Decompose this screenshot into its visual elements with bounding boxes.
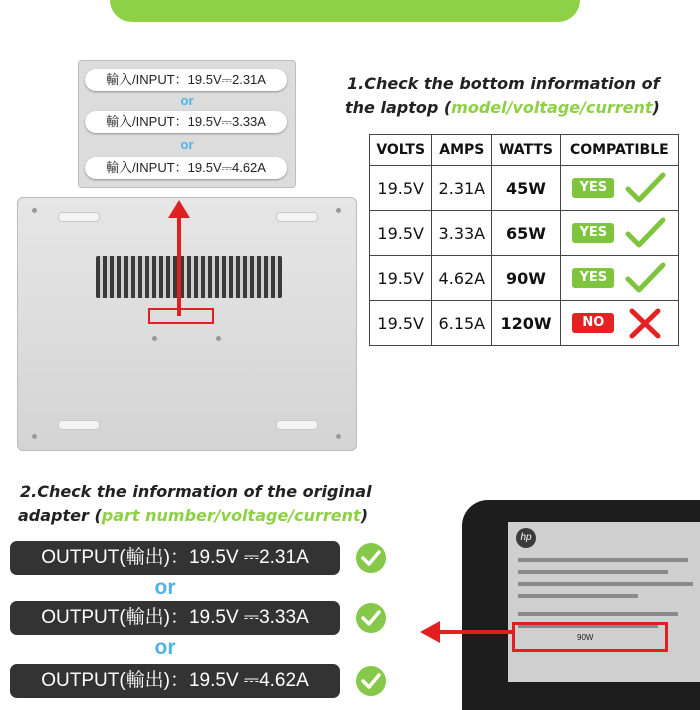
or-text: or bbox=[180, 93, 194, 108]
step2-heading: 2.Check the information of the original adapter (part number/voltage/current) bbox=[18, 482, 372, 525]
cell-watts: 65W bbox=[492, 211, 560, 256]
laptop-screw bbox=[336, 208, 341, 213]
table-row bbox=[370, 256, 679, 301]
laptop-screw bbox=[32, 434, 37, 439]
input-label-box bbox=[78, 60, 296, 188]
laptop-screw bbox=[152, 336, 157, 341]
compatibility-table bbox=[369, 134, 679, 346]
laptop-foot bbox=[276, 420, 318, 430]
hp-logo: hp bbox=[516, 528, 536, 548]
check-icon bbox=[624, 171, 666, 205]
input-label-line: 輸入/INPUT：19.5V⎓4.62A bbox=[85, 157, 287, 179]
check-circle-icon bbox=[354, 541, 388, 575]
laptop-screw bbox=[216, 336, 221, 341]
output-spec-pill: OUTPUT(輸出)：19.5V ⎓4.62A bbox=[10, 664, 340, 698]
cell-volts: 19.5V bbox=[370, 256, 432, 301]
laptop-vent bbox=[96, 256, 282, 298]
cell-amps: 4.62A bbox=[432, 256, 492, 301]
cell-volts: 19.5V bbox=[370, 166, 432, 211]
check-icon bbox=[624, 261, 666, 295]
label-print-line bbox=[518, 582, 693, 586]
output-spec-pill: OUTPUT(輸出)：19.5V ⎓3.33A bbox=[10, 601, 340, 635]
cell-compatible bbox=[560, 166, 678, 211]
cell-compatible bbox=[560, 211, 678, 256]
yes-badge: YES bbox=[572, 268, 614, 288]
no-badge: NO bbox=[572, 313, 614, 333]
wattage-text: 90W bbox=[577, 633, 594, 642]
output-spec-pill: OUTPUT(輸出)：19.5V ⎓2.31A bbox=[10, 541, 340, 575]
header-watts: WATTS bbox=[492, 135, 560, 166]
adapter-label-highlight bbox=[512, 622, 668, 652]
cell-watts: 90W bbox=[492, 256, 560, 301]
or-text: or bbox=[154, 636, 176, 659]
adapter-label bbox=[508, 522, 700, 682]
label-print-line bbox=[518, 594, 638, 598]
cell-watts: 120W bbox=[492, 301, 560, 346]
table-row bbox=[370, 166, 679, 211]
top-banner-bar bbox=[110, 0, 580, 22]
adapter-image bbox=[462, 500, 700, 710]
header-compatible: COMPATIBLE bbox=[560, 135, 678, 166]
cell-amps: 2.31A bbox=[432, 166, 492, 211]
arrow-left-head-icon bbox=[420, 621, 440, 643]
cross-icon bbox=[624, 306, 666, 340]
laptop-screw bbox=[32, 208, 37, 213]
table-row bbox=[370, 301, 679, 346]
input-label-line: 輸入/INPUT：19.5V⎓2.31A bbox=[85, 69, 287, 91]
cell-volts: 19.5V bbox=[370, 301, 432, 346]
cell-amps: 3.33A bbox=[432, 211, 492, 256]
header-volts: VOLTS bbox=[370, 135, 432, 166]
or-text: or bbox=[180, 137, 194, 152]
laptop-label-highlight bbox=[148, 308, 214, 324]
input-label-line: 輸入/INPUT：19.5V⎓3.33A bbox=[85, 111, 287, 133]
yes-badge: YES bbox=[572, 223, 614, 243]
table-header-row bbox=[370, 135, 679, 166]
laptop-foot bbox=[276, 212, 318, 222]
or-text: or bbox=[154, 576, 176, 599]
label-print-line bbox=[518, 612, 678, 616]
cell-volts: 19.5V bbox=[370, 211, 432, 256]
laptop-screw bbox=[336, 434, 341, 439]
label-print-line bbox=[518, 558, 688, 562]
arrow-up-head-icon bbox=[168, 200, 190, 218]
check-circle-icon bbox=[354, 601, 388, 635]
cell-watts: 45W bbox=[492, 166, 560, 211]
header-amps: AMPS bbox=[432, 135, 492, 166]
arrow-up-icon bbox=[177, 216, 181, 316]
laptop-bottom-image bbox=[17, 197, 357, 451]
check-circle-icon bbox=[354, 664, 388, 698]
cell-compatible bbox=[560, 256, 678, 301]
laptop-foot bbox=[58, 420, 100, 430]
step1-heading: 1.Check the bottom information of the laptop (model/voltage/current) bbox=[345, 74, 660, 117]
cell-compatible bbox=[560, 301, 678, 346]
check-icon bbox=[624, 216, 666, 250]
label-print-line bbox=[518, 570, 668, 574]
table-row bbox=[370, 211, 679, 256]
yes-badge: YES bbox=[572, 178, 614, 198]
laptop-foot bbox=[58, 212, 100, 222]
cell-amps: 6.15A bbox=[432, 301, 492, 346]
arrow-left-icon bbox=[440, 630, 514, 634]
